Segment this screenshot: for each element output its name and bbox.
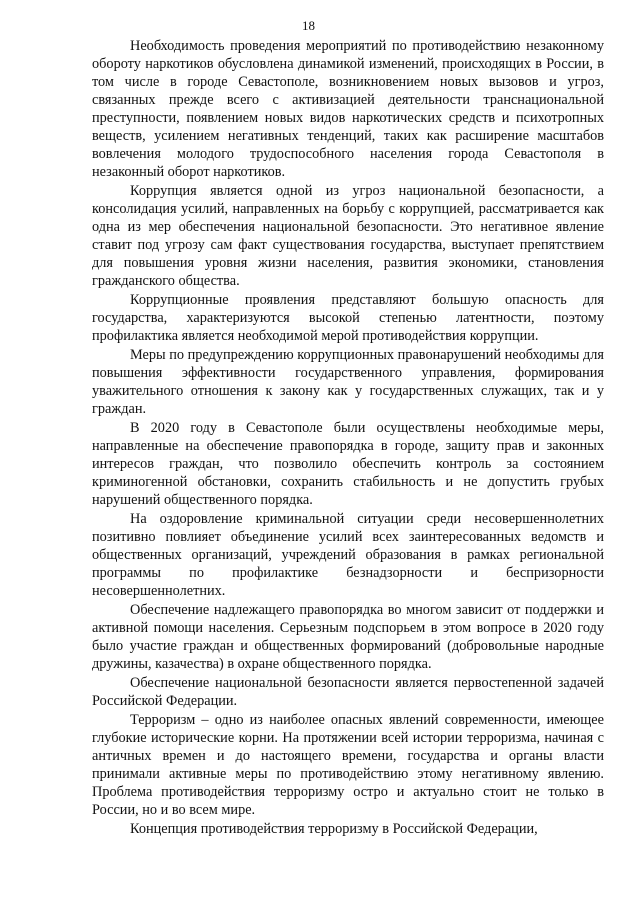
paragraph-law-order-2020: В 2020 году в Севастополе были осуществлены необходимые меры, направленные на обеспечение правопорядка в городе, защиту прав и законных интересов граждан, что позволило обеспечить контроль за состоянием криминогенной обстановки, сохранить стабильность и не допустить грубых нарушений общественного порядка.	[92, 420, 604, 508]
paragraph-public-support: Обеспечение надлежащего правопорядка во многом зависит от поддержки и активной помощи населения. Серьезным подспорьем в этом вопросе в 2020 году было участие граждан и общественных формирований (добровольные народные дружины, казачества) в охране общественного порядка.	[92, 602, 604, 672]
paragraph-national-security: Обеспечение национальной безопасности является первостепенной задачей Российской Федерации.	[92, 675, 604, 709]
paragraph-narcotics: Необходимость проведения мероприятий по противодействию незаконному обороту наркотиков обусловлена динамикой изменений, происходящих в России, в том числе в городе Севастополе, возникновением новых вызовов и угроз, связанных прежде всего с активизацией деятельности транснациональной преступности, появлением новых видов наркотических средств и психотропных веществ, усилением негативных тенденций, таких как расширение масштабов вовлечения молодого трудоспособного населения города Севастополя в незаконный оборот наркотиков.	[92, 38, 604, 180]
paragraph-counterterrorism-concept: Концепция противодействия терроризму в Российской Федерации,	[130, 821, 538, 837]
paragraph-terrorism: Терроризм – одно из наиболее опасных явлений современности, имеющее глубокие исторические корни. На протяжении всей истории терроризма, начиная с античных времен и до настоящего времени, государства и органы власти принимали активные меры по противодействию этому негативному явлению. Проблема противодействия терроризму остро и актуально стоит не только в России, но и во всем мире.	[92, 712, 604, 818]
paragraph-corruption-prevention: Меры по предупреждению коррупционных правонарушений необходимы для повышения эффективности государственного управления, формирования уважительного отношения к закону как у государственных служащих, так и у граждан.	[92, 347, 604, 417]
paragraph-juveniles: На оздоровление криминальной ситуации среди несовершеннолетних позитивно повлияет объединение усилий всех заинтересованных ведомств и общественных организаций, учреждений образования в рамках региональной программы по профилактике безнадзорности и беспризорности несовершеннолетних.	[92, 511, 604, 599]
paragraph-corruption-danger: Коррупционные проявления представляют большую опасность для государства, характеризуются высокой степенью латентности, поэтому профилактика является необходимой мерой противодействия коррупции.	[92, 292, 604, 344]
paragraph-corruption-threat: Коррупция является одной из угроз национальной безопасности, а консолидация усилий, направленных на борьбу с коррупцией, рассматривается как одна из мер обеспечения национальной безопасности. Это негативное явление ставит под угрозу сам факт существования государства, выступает препятствием для повышения уровня жизни населения, развития экономики, становления гражданского общества.	[92, 183, 604, 289]
document-body	[92, 37, 604, 838]
page-number: 18	[302, 18, 315, 33]
